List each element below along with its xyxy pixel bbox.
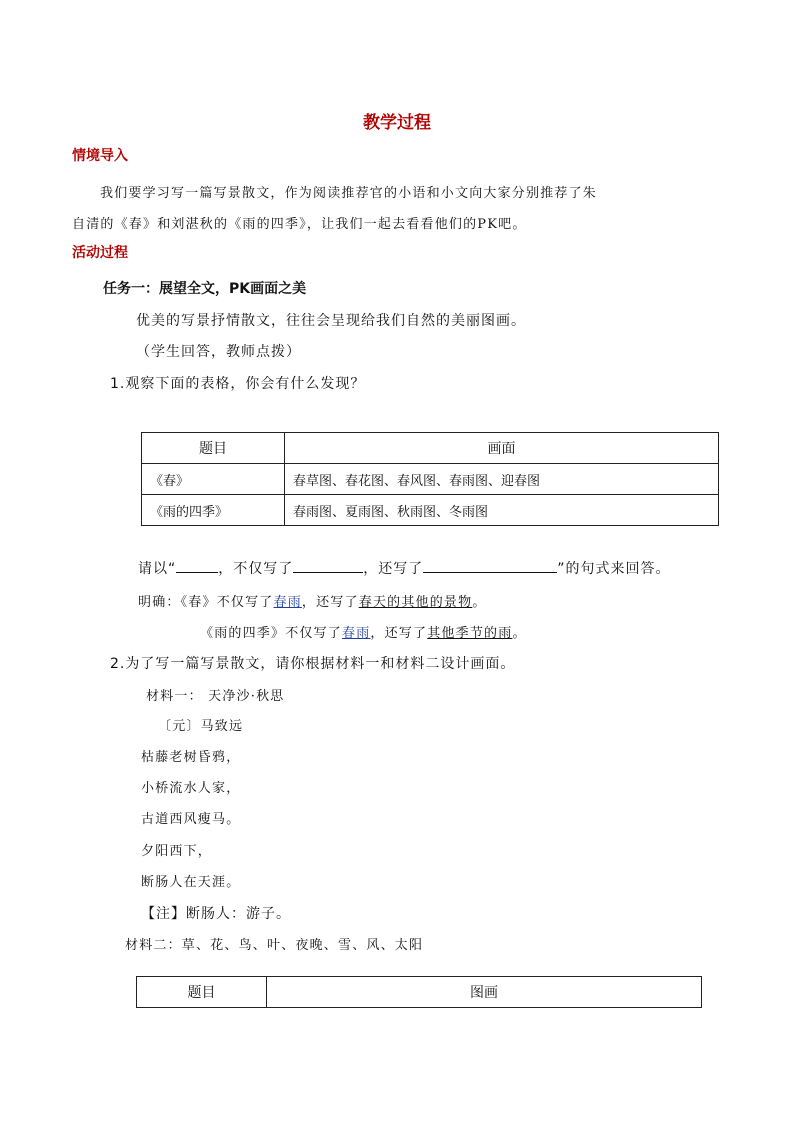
intro-paragraph-line-1: 我们要学习写一篇写景散文，作为阅读推荐官的小语和小文向大家分别推荐了朱 bbox=[100, 186, 598, 201]
intro-paragraph-line-2: 自清的《春》和刘湛秋的《雨的四季》，让我们一起去看看他们的PK吧。 bbox=[72, 217, 527, 232]
answer-underlined: 春雨 bbox=[273, 595, 302, 610]
blank-line bbox=[176, 558, 218, 573]
blank-line bbox=[423, 558, 557, 573]
comparison-table bbox=[141, 432, 719, 526]
section-heading-intro: 情境导入 bbox=[72, 148, 128, 164]
material-two-label: 材料二：草、花、鸟、叶、夜晚、雪、风、太阳 bbox=[125, 938, 424, 953]
design-table bbox=[136, 976, 702, 1008]
task-one-intro: 优美的写景抒情散文，往往会呈现给我们自然的美丽图画。 bbox=[136, 313, 526, 329]
poem-line: 枯藤老树昏鸦， bbox=[141, 750, 241, 765]
question-two: 2.为了写一篇写景散文，请你根据材料一和材料二设计画面。 bbox=[110, 656, 516, 672]
table-header-picture: 图画 bbox=[267, 977, 702, 1008]
answer-underlined: 春雨 bbox=[342, 626, 371, 641]
pattern-text: ，还写了 bbox=[363, 561, 424, 577]
table-header-row bbox=[137, 977, 702, 1008]
pattern-text: 请以“ bbox=[138, 561, 177, 577]
teacher-note: （学生回答，教师点拨） bbox=[136, 344, 301, 360]
pattern-text: ”的句式来回答。 bbox=[557, 561, 671, 577]
answer-line-1 bbox=[138, 591, 487, 610]
blank-line bbox=[293, 558, 363, 573]
answer-text: 《春》不仅写了 bbox=[180, 595, 274, 610]
poem-author: 〔元〕马致远 bbox=[158, 719, 244, 734]
task-one-heading: 任务一：展望全文，PK画面之美 bbox=[103, 281, 307, 297]
answer-text: ，还写了 bbox=[370, 626, 428, 641]
table-cell: 《春》 bbox=[142, 464, 285, 495]
material-one-label: 材料一： 天净沙·秋思 bbox=[146, 689, 285, 704]
table-header-row bbox=[142, 433, 719, 464]
table-header-title: 题目 bbox=[137, 977, 267, 1008]
answer-label: 明确： bbox=[138, 595, 181, 610]
poem-note: 【注】断肠人：游子。 bbox=[141, 906, 291, 922]
answer-line-2 bbox=[200, 622, 527, 641]
table-cell: 春雨图、夏雨图、秋雨图、冬雨图 bbox=[285, 495, 719, 526]
answer-text: 。 bbox=[472, 595, 487, 610]
poem-line: 古道西风瘦马。 bbox=[141, 812, 241, 827]
pattern-text: ，不仅写了 bbox=[218, 561, 294, 577]
answer-underlined: 春天的其他的景物 bbox=[358, 595, 473, 610]
page-title: 教学过程 bbox=[363, 113, 431, 133]
answer-text: ，还写了 bbox=[301, 595, 359, 610]
table-header-title: 题目 bbox=[142, 433, 285, 464]
table-cell: 《雨的四季》 bbox=[142, 495, 285, 526]
section-heading-activity: 活动过程 bbox=[72, 245, 128, 261]
poem-line: 夕阳西下， bbox=[141, 844, 213, 859]
answer-text: 《雨的四季》不仅写了 bbox=[200, 626, 343, 641]
question-one: 1.观察下面的表格，你会有什么发现？ bbox=[110, 376, 366, 392]
poem-line: 小桥流水人家， bbox=[141, 781, 241, 796]
table-row bbox=[142, 495, 719, 526]
poem-line: 断肠人在天涯。 bbox=[141, 875, 241, 890]
table-header-scene: 画面 bbox=[285, 433, 719, 464]
table-cell: 春草图、春花图、春风图、春雨图、迎春图 bbox=[285, 464, 719, 495]
answer-pattern bbox=[138, 558, 671, 578]
answer-text: 。 bbox=[512, 626, 527, 641]
table-row bbox=[142, 464, 719, 495]
answer-underlined: 其他季节的雨 bbox=[427, 626, 513, 641]
